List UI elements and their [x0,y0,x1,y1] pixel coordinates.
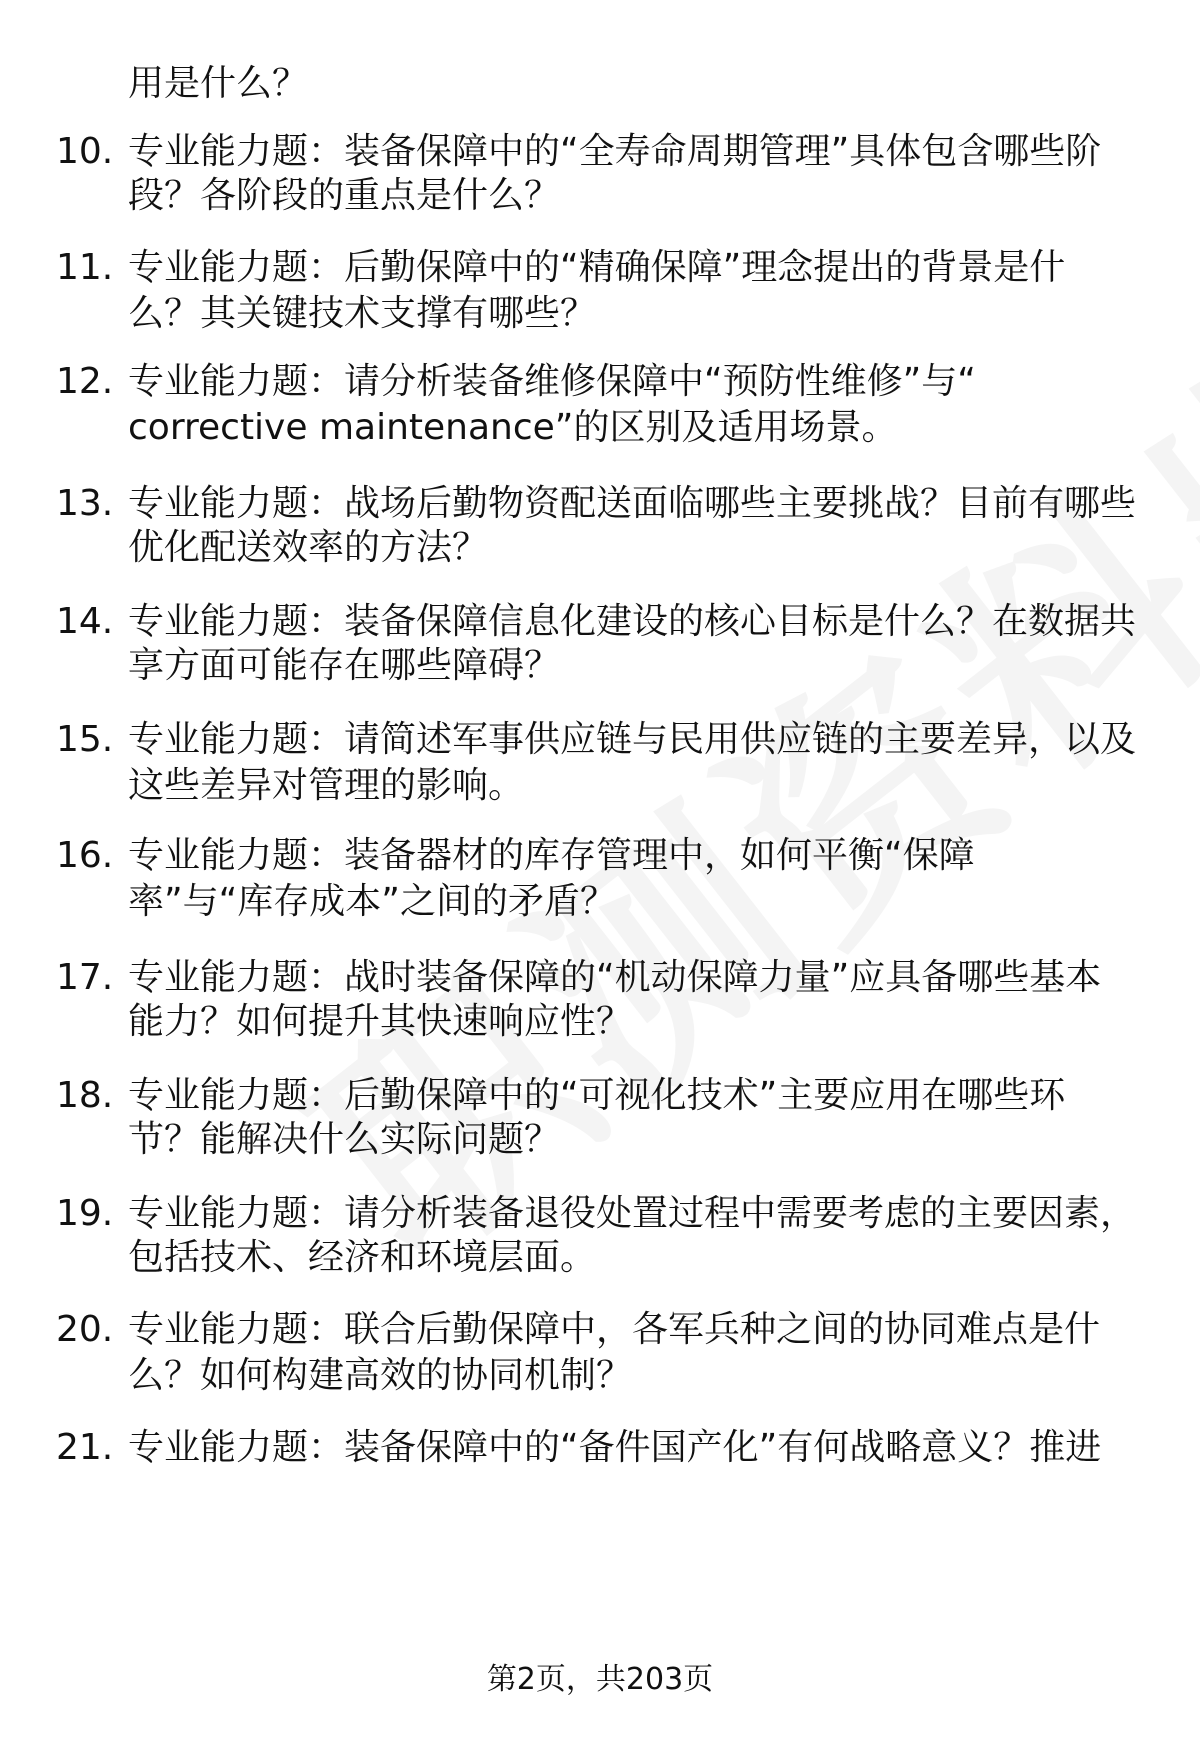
continuation-line: 用是什么？ [128,63,309,104]
question-text-line2: 包括技术、经济和环境层面。 [128,1237,597,1278]
question-number: 16. [56,835,114,876]
question-number: 17. [56,957,114,998]
question-text-line1: 专业能力题：请分析装备退役处置过程中需要考虑的主要因素， [128,1193,1137,1234]
question-text-line2: 率”与“库存成本”之间的矛盾？ [128,881,616,922]
question-text-line2: 优化配送效率的方法？ [128,527,489,568]
question-text-line1: 专业能力题：装备器材的库存管理中，如何平衡“保障 [128,835,975,876]
question-text-line2: corrective maintenance”的区别及适用场景。 [128,407,898,448]
question-text-line1: 专业能力题：请简述军事供应链与民用供应链的主要差异，以及 [128,719,1137,760]
question-text-line2: 么？其关键技术支撑有哪些？ [128,293,597,334]
question-number: 13. [56,483,114,524]
question-text-line2: 节？能解决什么实际问题？ [128,1119,561,1160]
question-number: 15. [56,719,114,760]
question-text-line1: 专业能力题：装备保障中的“全寿命周期管理”具体包含哪些阶 [128,131,1102,172]
page-footer: 第2页，共203页 [486,1662,714,1697]
question-text-line1: 专业能力题：战时装备保障的“机动保障力量”应具备哪些基本 [128,957,1102,998]
question-text-line2: 这些差异对管理的影响。 [128,765,525,806]
question-number: 18. [56,1075,114,1116]
question-number: 14. [56,601,114,642]
question-text-line2: 段？各阶段的重点是什么？ [128,175,561,216]
question-text-line1: 专业能力题：联合后勤保障中，各军兵种之间的协同难点是什 [128,1309,1101,1350]
question-number: 20. [56,1309,114,1350]
question-text-line2: 能力？如何提升其快速响应性？ [128,1001,633,1042]
question-text-line1: 专业能力题：后勤保障中的“可视化技术”主要应用在哪些环 [128,1075,1066,1116]
question-text-line1: 专业能力题：装备保障信息化建设的核心目标是什么？在数据共 [128,601,1137,642]
question-text-line1: 专业能力题：请分析装备维修保障中“预防性维修”与“ [128,361,976,402]
question-number: 21. [56,1427,114,1468]
question-number: 12. [56,361,114,402]
question-text-line1: 专业能力题：装备保障中的“备件国产化”有何战略意义？推进 [128,1427,1102,1468]
question-text-line1: 专业能力题：战场后勤物资配送面临哪些主要挑战？目前有哪些 [128,483,1137,524]
question-number: 10. [56,131,114,172]
question-text-line2: 么？如何构建高效的协同机制？ [128,1355,633,1396]
question-number: 11. [56,247,114,288]
question-text-line1: 专业能力题：后勤保障中的“精确保障”理念提出的背景是什 [128,247,1066,288]
question-text-line2: 享方面可能存在哪些障碍？ [128,645,561,686]
question-number: 19. [56,1193,114,1234]
